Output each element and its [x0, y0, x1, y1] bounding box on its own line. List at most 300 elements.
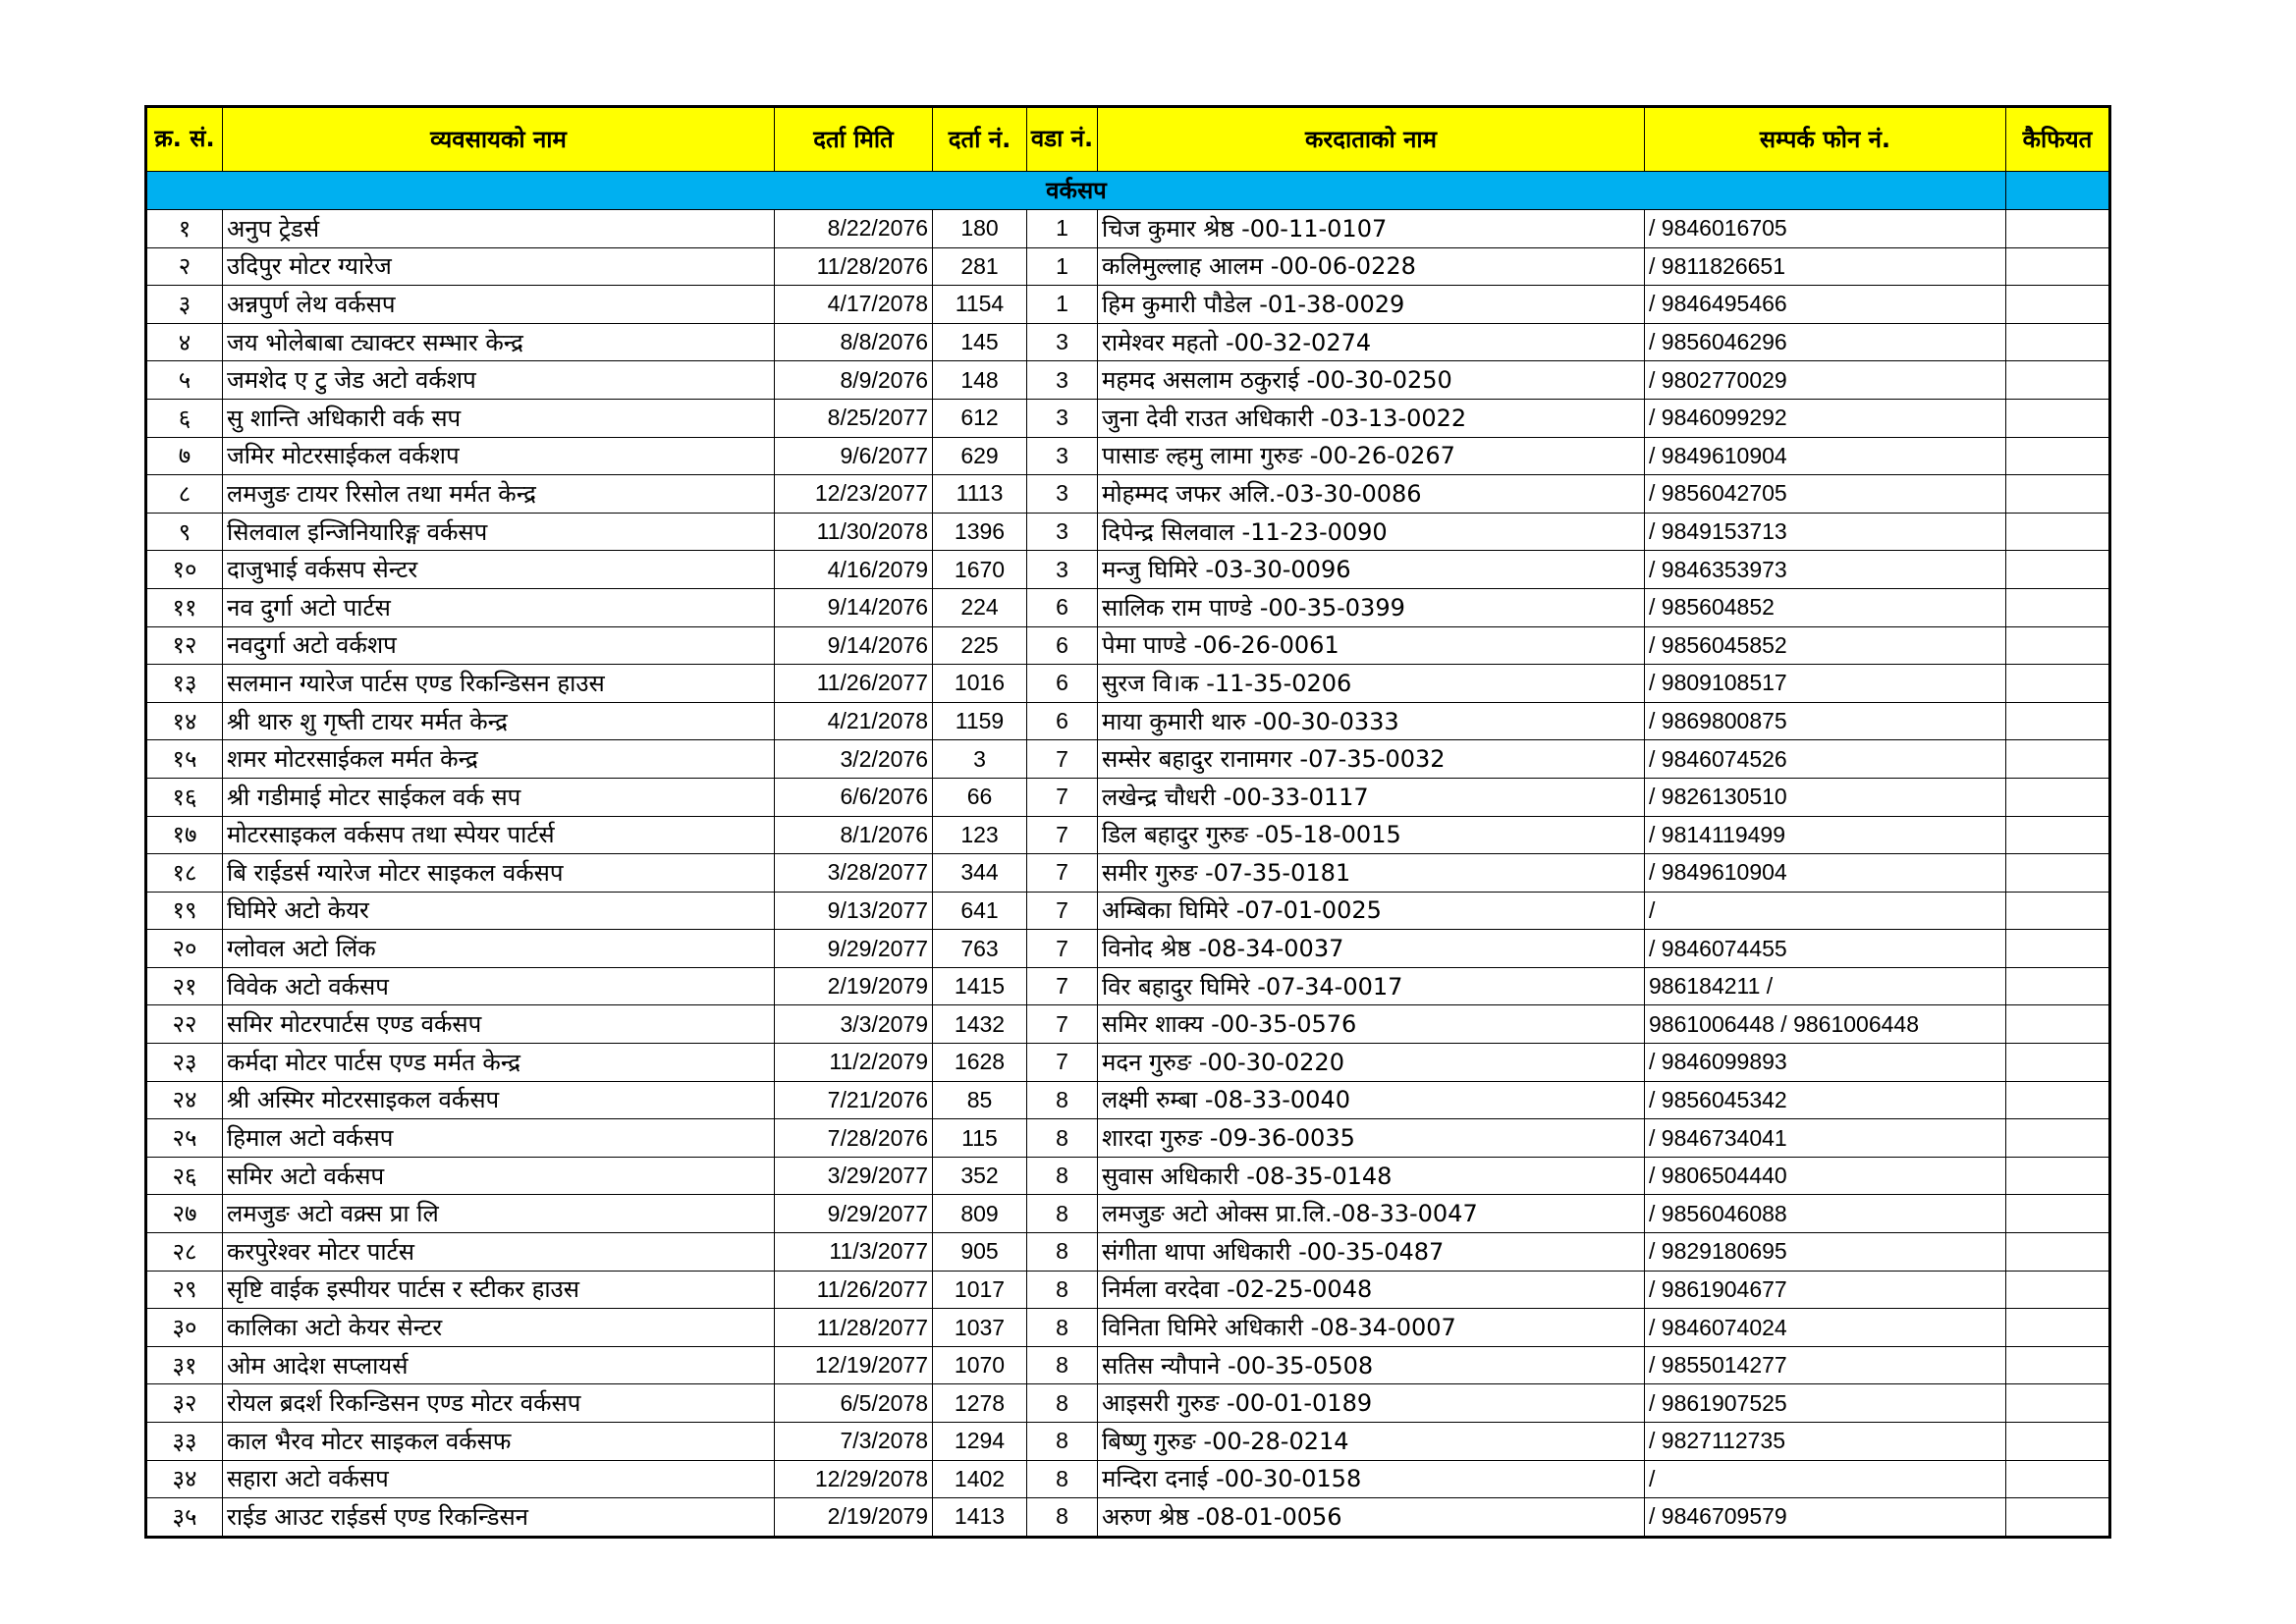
serial-number-cell: ३: [146, 286, 223, 324]
contact-phone-cell: / 9846734041: [1645, 1119, 2006, 1158]
ward-number-cell: 8: [1027, 1233, 1098, 1272]
serial-number-cell: ८: [146, 475, 223, 514]
workshop-register-table: [144, 105, 2111, 1539]
registration-date-cell: 8/8/2076: [775, 323, 933, 361]
business-name-cell: सृष्टि वाईक इस्पीयर पार्टस र स्टीकर हाउस: [223, 1271, 775, 1309]
remarks-cell: [2006, 967, 2110, 1005]
taxpayer-name-cell: अरुण श्रेष्ठ -08-01-0056: [1098, 1498, 1645, 1538]
table-row: [146, 551, 2110, 589]
serial-number-cell: २७: [146, 1195, 223, 1233]
table-row: [146, 210, 2110, 248]
remarks-cell: [2006, 892, 2110, 930]
remarks-cell: [2006, 1498, 2110, 1538]
table-row: [146, 1044, 2110, 1082]
registration-number-cell: 123: [933, 816, 1027, 854]
serial-number-cell: १९: [146, 892, 223, 930]
header-contact-phone: सम्पर्क फोन नं.: [1645, 107, 2006, 172]
ward-number-cell: 6: [1027, 702, 1098, 740]
business-name-cell: शमर मोटरसाईकल मर्मत केन्द्र: [223, 740, 775, 779]
remarks-cell: [2006, 437, 2110, 475]
registration-number-cell: 1628: [933, 1044, 1027, 1082]
registration-number-cell: 1154: [933, 286, 1027, 324]
registration-date-cell: 8/1/2076: [775, 816, 933, 854]
serial-number-cell: ६: [146, 399, 223, 437]
taxpayer-name-cell: मदन गुरुङ -00-30-0220: [1098, 1044, 1645, 1082]
contact-phone-cell: / 9855014277: [1645, 1346, 2006, 1384]
contact-phone-cell: / 9869800875: [1645, 702, 2006, 740]
registration-number-cell: 1070: [933, 1346, 1027, 1384]
ward-number-cell: 3: [1027, 361, 1098, 400]
registration-number-cell: 1016: [933, 665, 1027, 703]
serial-number-cell: ९: [146, 513, 223, 551]
serial-number-cell: ३५: [146, 1498, 223, 1538]
taxpayer-name-cell: माया कुमारी थारु -00-30-0333: [1098, 702, 1645, 740]
registration-number-cell: 1113: [933, 475, 1027, 514]
header-registration-date: दर्ता मिति: [775, 107, 933, 172]
business-name-cell: मोटरसाइकल वर्कसप तथा स्पेयर पार्टर्स: [223, 816, 775, 854]
contact-phone-cell: / 9846074455: [1645, 930, 2006, 968]
registration-date-cell: 7/28/2076: [775, 1119, 933, 1158]
contact-phone-cell: 9861006448 / 9861006448: [1645, 1005, 2006, 1044]
registration-number-cell: 1017: [933, 1271, 1027, 1309]
registration-date-cell: 3/28/2077: [775, 854, 933, 893]
ward-number-cell: 6: [1027, 665, 1098, 703]
remarks-cell: [2006, 1119, 2110, 1158]
registration-date-cell: 6/6/2076: [775, 778, 933, 816]
business-name-cell: उदिपुर मोटर ग्यारेज: [223, 247, 775, 286]
business-name-cell: काल भैरव मोटर साइकल वर्कसफ: [223, 1423, 775, 1461]
registration-date-cell: 8/22/2076: [775, 210, 933, 248]
registration-date-cell: 6/5/2078: [775, 1384, 933, 1423]
taxpayer-name-cell: संगीता थापा अधिकारी -00-35-0487: [1098, 1233, 1645, 1272]
table-row: [146, 1423, 2110, 1461]
business-name-cell: कर्मदा मोटर पार्टस एण्ड मर्मत केन्द्र: [223, 1044, 775, 1082]
table-row: [146, 665, 2110, 703]
remarks-cell: [2006, 247, 2110, 286]
remarks-cell: [2006, 210, 2110, 248]
table-row: [146, 1346, 2110, 1384]
serial-number-cell: २८: [146, 1233, 223, 1272]
serial-number-cell: ११: [146, 588, 223, 626]
taxpayer-name-cell: लक्ष्मी रुम्बा -08-33-0040: [1098, 1081, 1645, 1119]
taxpayer-name-cell: अम्बिका घिमिरे -07-01-0025: [1098, 892, 1645, 930]
serial-number-cell: २४: [146, 1081, 223, 1119]
registration-date-cell: 9/14/2076: [775, 588, 933, 626]
remarks-cell: [2006, 854, 2110, 893]
serial-number-cell: ४: [146, 323, 223, 361]
taxpayer-name-cell: लखेन्द्र चौधरी -00-33-0117: [1098, 778, 1645, 816]
registration-date-cell: 8/25/2077: [775, 399, 933, 437]
taxpayer-name-cell: रामेश्वर महतो -00-32-0274: [1098, 323, 1645, 361]
contact-phone-cell: / 9806504440: [1645, 1157, 2006, 1195]
ward-number-cell: 8: [1027, 1195, 1098, 1233]
table-row: [146, 1081, 2110, 1119]
business-name-cell: श्री गडीमाई मोटर साईकल वर्क सप: [223, 778, 775, 816]
remarks-cell: [2006, 1157, 2110, 1195]
registration-number-cell: 344: [933, 854, 1027, 893]
registration-number-cell: 148: [933, 361, 1027, 400]
contact-phone-cell: / 9846016705: [1645, 210, 2006, 248]
ward-number-cell: 7: [1027, 1005, 1098, 1044]
taxpayer-name-cell: विर बहादुर घिमिरे -07-34-0017: [1098, 967, 1645, 1005]
registration-number-cell: 809: [933, 1195, 1027, 1233]
registration-number-cell: 1670: [933, 551, 1027, 589]
taxpayer-name-cell: शारदा गुरुङ -09-36-0035: [1098, 1119, 1645, 1158]
remarks-cell: [2006, 1233, 2110, 1272]
remarks-cell: [2006, 286, 2110, 324]
contact-phone-cell: / 9849153713: [1645, 513, 2006, 551]
registration-date-cell: 11/3/2077: [775, 1233, 933, 1272]
business-name-cell: ओम आदेश सप्लायर्स: [223, 1346, 775, 1384]
serial-number-cell: २२: [146, 1005, 223, 1044]
table-header: [146, 107, 2110, 172]
contact-phone-cell: / 9846495466: [1645, 286, 2006, 324]
registration-date-cell: 11/26/2077: [775, 665, 933, 703]
serial-number-cell: २५: [146, 1119, 223, 1158]
ward-number-cell: 6: [1027, 588, 1098, 626]
registration-number-cell: 1432: [933, 1005, 1027, 1044]
ward-number-cell: 8: [1027, 1498, 1098, 1538]
registration-number-cell: 629: [933, 437, 1027, 475]
registration-number-cell: 115: [933, 1119, 1027, 1158]
registration-date-cell: 11/28/2077: [775, 1309, 933, 1347]
business-name-cell: विवेक अटो वर्कसप: [223, 967, 775, 1005]
contact-phone-cell: / 9814119499: [1645, 816, 2006, 854]
ward-number-cell: 8: [1027, 1460, 1098, 1498]
remarks-cell: [2006, 588, 2110, 626]
registration-date-cell: 4/21/2078: [775, 702, 933, 740]
table-row: [146, 1384, 2110, 1423]
registration-date-cell: 12/23/2077: [775, 475, 933, 514]
remarks-cell: [2006, 665, 2110, 703]
remarks-cell: [2006, 1081, 2110, 1119]
section-remarks-cell: [2006, 172, 2110, 210]
contact-phone-cell: / 9826130510: [1645, 778, 2006, 816]
contact-phone-cell: / 9846709579: [1645, 1498, 2006, 1538]
registration-date-cell: 11/28/2076: [775, 247, 933, 286]
registration-number-cell: 1278: [933, 1384, 1027, 1423]
remarks-cell: [2006, 778, 2110, 816]
business-name-cell: सिलवाल इन्जिनियारिङ्ग वर्कसप: [223, 513, 775, 551]
ward-number-cell: 8: [1027, 1384, 1098, 1423]
taxpayer-name-cell: लमजुङ अटो ओक्स प्रा.लि.-08-33-0047: [1098, 1195, 1645, 1233]
taxpayer-name-cell: पेमा पाण्डे -06-26-0061: [1098, 626, 1645, 665]
table-row: [146, 967, 2110, 1005]
ward-number-cell: 3: [1027, 399, 1098, 437]
ward-number-cell: 8: [1027, 1119, 1098, 1158]
remarks-cell: [2006, 551, 2110, 589]
table-row: [146, 475, 2110, 514]
contact-phone-cell: / 9827112735: [1645, 1423, 2006, 1461]
serial-number-cell: ३३: [146, 1423, 223, 1461]
registration-date-cell: 12/19/2077: [775, 1346, 933, 1384]
serial-number-cell: २९: [146, 1271, 223, 1309]
serial-number-cell: १३: [146, 665, 223, 703]
remarks-cell: [2006, 1044, 2110, 1082]
registration-date-cell: 9/6/2077: [775, 437, 933, 475]
taxpayer-name-cell: बिष्णु गुरुङ -00-28-0214: [1098, 1423, 1645, 1461]
registration-number-cell: 180: [933, 210, 1027, 248]
serial-number-cell: १६: [146, 778, 223, 816]
business-name-cell: नव दुर्गा अटो पार्टस: [223, 588, 775, 626]
ward-number-cell: 8: [1027, 1423, 1098, 1461]
ward-number-cell: 7: [1027, 778, 1098, 816]
table-row: [146, 1271, 2110, 1309]
section-title: वर्कसप: [146, 172, 2006, 210]
contact-phone-cell: / 9856046296: [1645, 323, 2006, 361]
registration-number-cell: 763: [933, 930, 1027, 968]
table-row: [146, 930, 2110, 968]
remarks-cell: [2006, 361, 2110, 400]
business-name-cell: समिर अटो वर्कसप: [223, 1157, 775, 1195]
registration-number-cell: 352: [933, 1157, 1027, 1195]
remarks-cell: [2006, 1423, 2110, 1461]
registration-number-cell: 1159: [933, 702, 1027, 740]
taxpayer-name-cell: समिर शाक्य -00-35-0576: [1098, 1005, 1645, 1044]
header-registration-number: दर्ता नं.: [933, 107, 1027, 172]
registration-date-cell: 7/3/2078: [775, 1423, 933, 1461]
taxpayer-name-cell: समीर गुरुङ -07-35-0181: [1098, 854, 1645, 893]
registration-date-cell: 11/30/2078: [775, 513, 933, 551]
business-name-cell: श्री अस्मिर मोटरसाइकल वर्कसप: [223, 1081, 775, 1119]
registration-number-cell: 66: [933, 778, 1027, 816]
ward-number-cell: 6: [1027, 626, 1098, 665]
registration-date-cell: 12/29/2078: [775, 1460, 933, 1498]
registration-date-cell: 4/16/2079: [775, 551, 933, 589]
header-ward-number: वडा नं.: [1027, 107, 1098, 172]
serial-number-cell: ५: [146, 361, 223, 400]
serial-number-cell: १७: [146, 816, 223, 854]
serial-number-cell: २१: [146, 967, 223, 1005]
remarks-cell: [2006, 626, 2110, 665]
registration-number-cell: 281: [933, 247, 1027, 286]
registration-number-cell: 1402: [933, 1460, 1027, 1498]
registration-number-cell: 1294: [933, 1423, 1027, 1461]
contact-phone-cell: / 9849610904: [1645, 437, 2006, 475]
business-name-cell: लमजुङ अटो वक्र्स प्रा लि: [223, 1195, 775, 1233]
contact-phone-cell: / 9846074526: [1645, 740, 2006, 779]
registration-date-cell: 7/21/2076: [775, 1081, 933, 1119]
serial-number-cell: ३२: [146, 1384, 223, 1423]
ward-number-cell: 3: [1027, 323, 1098, 361]
remarks-cell: [2006, 399, 2110, 437]
registration-date-cell: 11/2/2079: [775, 1044, 933, 1082]
remarks-cell: [2006, 816, 2110, 854]
taxpayer-name-cell: पासाङ ल्हमु लामा गुरुङ -00-26-0267: [1098, 437, 1645, 475]
table-row: [146, 778, 2110, 816]
business-name-cell: नवदुर्गा अटो वर्कशप: [223, 626, 775, 665]
ward-number-cell: 7: [1027, 967, 1098, 1005]
business-name-cell: सलमान ग्यारेज पार्टस एण्ड रिकन्डिसन हाउस: [223, 665, 775, 703]
table-row: [146, 1309, 2110, 1347]
ward-number-cell: 8: [1027, 1157, 1098, 1195]
table-row: [146, 286, 2110, 324]
contact-phone-cell: / 9856042705: [1645, 475, 2006, 514]
serial-number-cell: ३४: [146, 1460, 223, 1498]
ward-number-cell: 8: [1027, 1271, 1098, 1309]
remarks-cell: [2006, 1005, 2110, 1044]
ward-number-cell: 3: [1027, 437, 1098, 475]
table-row: [146, 702, 2110, 740]
business-name-cell: समिर मोटरपार्टस एण्ड वर्कसप: [223, 1005, 775, 1044]
header-business-name: व्यवसायको नाम: [223, 107, 775, 172]
serial-number-cell: २३: [146, 1044, 223, 1082]
taxpayer-name-cell: सालिक राम पाण्डे -00-35-0399: [1098, 588, 1645, 626]
remarks-cell: [2006, 1384, 2110, 1423]
header-taxpayer-name: करदाताको नाम: [1098, 107, 1645, 172]
ward-number-cell: 8: [1027, 1081, 1098, 1119]
serial-number-cell: १५: [146, 740, 223, 779]
registration-number-cell: 85: [933, 1081, 1027, 1119]
taxpayer-name-cell: मोहम्मद जफर अलि.-03-30-0086: [1098, 475, 1645, 514]
business-name-cell: दाजुभाई वर्कसप सेन्टर: [223, 551, 775, 589]
contact-phone-cell: / 9856045852: [1645, 626, 2006, 665]
serial-number-cell: १२: [146, 626, 223, 665]
taxpayer-name-cell: चिज कुमार श्रेष्ठ -00-11-0107: [1098, 210, 1645, 248]
taxpayer-name-cell: हिम कुमारी पौडेल -01-38-0029: [1098, 286, 1645, 324]
table-row: [146, 588, 2110, 626]
registration-number-cell: 905: [933, 1233, 1027, 1272]
table-row: [146, 399, 2110, 437]
registration-date-cell: 8/9/2076: [775, 361, 933, 400]
section-row: [146, 172, 2110, 210]
remarks-cell: [2006, 930, 2110, 968]
registration-date-cell: 9/29/2077: [775, 930, 933, 968]
ward-number-cell: 8: [1027, 1346, 1098, 1384]
taxpayer-name-cell: डिल बहादुर गुरुङ -05-18-0015: [1098, 816, 1645, 854]
ward-number-cell: 1: [1027, 286, 1098, 324]
table-row: [146, 854, 2110, 893]
table-row: [146, 1119, 2110, 1158]
serial-number-cell: १०: [146, 551, 223, 589]
remarks-cell: [2006, 1460, 2110, 1498]
business-name-cell: श्री थारु शु गृष्ती टायर मर्मत केन्द्र: [223, 702, 775, 740]
registration-date-cell: 9/14/2076: [775, 626, 933, 665]
taxpayer-name-cell: मन्जु घिमिरे -03-30-0096: [1098, 551, 1645, 589]
table-row: [146, 1233, 2110, 1272]
taxpayer-name-cell: सुरज वि।क -11-35-0206: [1098, 665, 1645, 703]
contact-phone-cell: / 9846074024: [1645, 1309, 2006, 1347]
ward-number-cell: 7: [1027, 740, 1098, 779]
header-serial-number: क्र. सं.: [146, 107, 223, 172]
registration-number-cell: 612: [933, 399, 1027, 437]
business-name-cell: अनुप ट्रेडर्स: [223, 210, 775, 248]
business-name-cell: बि राईडर्स ग्यारेज मोटर साइकल वर्कसप: [223, 854, 775, 893]
contact-phone-cell: 986184211 /: [1645, 967, 2006, 1005]
table-row: [146, 892, 2110, 930]
taxpayer-name-cell: आइसरी गुरुङ -00-01-0189: [1098, 1384, 1645, 1423]
taxpayer-name-cell: विनिता घिमिरे अधिकारी -08-34-0007: [1098, 1309, 1645, 1347]
ward-number-cell: 3: [1027, 475, 1098, 514]
business-name-cell: हिमाल अटो वर्कसप: [223, 1119, 775, 1158]
ward-number-cell: 1: [1027, 247, 1098, 286]
table-row: [146, 1005, 2110, 1044]
registration-date-cell: 4/17/2078: [775, 286, 933, 324]
taxpayer-name-cell: सुवास अधिकारी -08-35-0148: [1098, 1157, 1645, 1195]
taxpayer-name-cell: निर्मला वरदेवा -02-25-0048: [1098, 1271, 1645, 1309]
table-row: [146, 361, 2110, 400]
table-row: [146, 437, 2110, 475]
contact-phone-cell: / 9846099292: [1645, 399, 2006, 437]
contact-phone-cell: / 9846353973: [1645, 551, 2006, 589]
registration-date-cell: 3/3/2079: [775, 1005, 933, 1044]
business-name-cell: करपुरेश्वर मोटर पार्टस: [223, 1233, 775, 1272]
remarks-cell: [2006, 1346, 2110, 1384]
registration-date-cell: 9/13/2077: [775, 892, 933, 930]
remarks-cell: [2006, 1195, 2110, 1233]
remarks-cell: [2006, 740, 2110, 779]
table-row: [146, 1157, 2110, 1195]
registration-number-cell: 1413: [933, 1498, 1027, 1538]
remarks-cell: [2006, 1271, 2110, 1309]
ward-number-cell: 7: [1027, 854, 1098, 893]
contact-phone-cell: /: [1645, 1460, 2006, 1498]
contact-phone-cell: / 9861907525: [1645, 1384, 2006, 1423]
taxpayer-name-cell: मन्दिरा दनाई -00-30-0158: [1098, 1460, 1645, 1498]
table-row: [146, 740, 2110, 779]
contact-phone-cell: / 9849610904: [1645, 854, 2006, 893]
registration-number-cell: 641: [933, 892, 1027, 930]
ward-number-cell: 7: [1027, 816, 1098, 854]
registration-number-cell: 1396: [933, 513, 1027, 551]
business-name-cell: सु शान्ति अधिकारी वर्क सप: [223, 399, 775, 437]
registration-number-cell: 3: [933, 740, 1027, 779]
ward-number-cell: 3: [1027, 551, 1098, 589]
serial-number-cell: २०: [146, 930, 223, 968]
business-name-cell: राईड आउट राईडर्स एण्ड रिकन्डिसन: [223, 1498, 775, 1538]
business-name-cell: लमजुङ टायर रिसोल तथा मर्मत केन्द्र: [223, 475, 775, 514]
contact-phone-cell: / 9802770029: [1645, 361, 2006, 400]
ward-number-cell: 7: [1027, 930, 1098, 968]
table-row: [146, 1460, 2110, 1498]
taxpayer-name-cell: कलिमुल्लाह आलम -00-06-0228: [1098, 247, 1645, 286]
registration-date-cell: 11/26/2077: [775, 1271, 933, 1309]
remarks-cell: [2006, 323, 2110, 361]
registration-date-cell: 2/19/2079: [775, 967, 933, 1005]
taxpayer-name-cell: सम्सेर बहादुर रानामगर -07-35-0032: [1098, 740, 1645, 779]
table-row: [146, 816, 2110, 854]
business-name-cell: जमिर मोटरसाईकल वर्कशप: [223, 437, 775, 475]
remarks-cell: [2006, 513, 2110, 551]
taxpayer-name-cell: विनोद श्रेष्ठ -08-34-0037: [1098, 930, 1645, 968]
registration-number-cell: 145: [933, 323, 1027, 361]
contact-phone-cell: /: [1645, 892, 2006, 930]
business-name-cell: जय भोलेबाबा ट्याक्टर सम्भार केन्द्र: [223, 323, 775, 361]
taxpayer-name-cell: महमद असलाम ठकुराई -00-30-0250: [1098, 361, 1645, 400]
registration-date-cell: 2/19/2079: [775, 1498, 933, 1538]
business-name-cell: सहारा अटो वर्कसप: [223, 1460, 775, 1498]
ward-number-cell: 1: [1027, 210, 1098, 248]
header-remarks: कैफियत: [2006, 107, 2110, 172]
contact-phone-cell: / 9809108517: [1645, 665, 2006, 703]
serial-number-cell: २: [146, 247, 223, 286]
remarks-cell: [2006, 475, 2110, 514]
table-row: [146, 323, 2110, 361]
business-name-cell: ग्लोवल अटो लिंक: [223, 930, 775, 968]
table-row: [146, 513, 2110, 551]
table-body: [146, 172, 2110, 1538]
contact-phone-cell: / 9856045342: [1645, 1081, 2006, 1119]
remarks-cell: [2006, 1309, 2110, 1347]
ward-number-cell: 7: [1027, 1044, 1098, 1082]
registration-date-cell: 3/29/2077: [775, 1157, 933, 1195]
ward-number-cell: 3: [1027, 513, 1098, 551]
ward-number-cell: 7: [1027, 892, 1098, 930]
registration-number-cell: 1037: [933, 1309, 1027, 1347]
business-name-cell: अन्नपुर्ण लेथ वर्कसप: [223, 286, 775, 324]
business-name-cell: जमशेद ए टु जेड अटो वर्कशप: [223, 361, 775, 400]
table-row: [146, 626, 2110, 665]
